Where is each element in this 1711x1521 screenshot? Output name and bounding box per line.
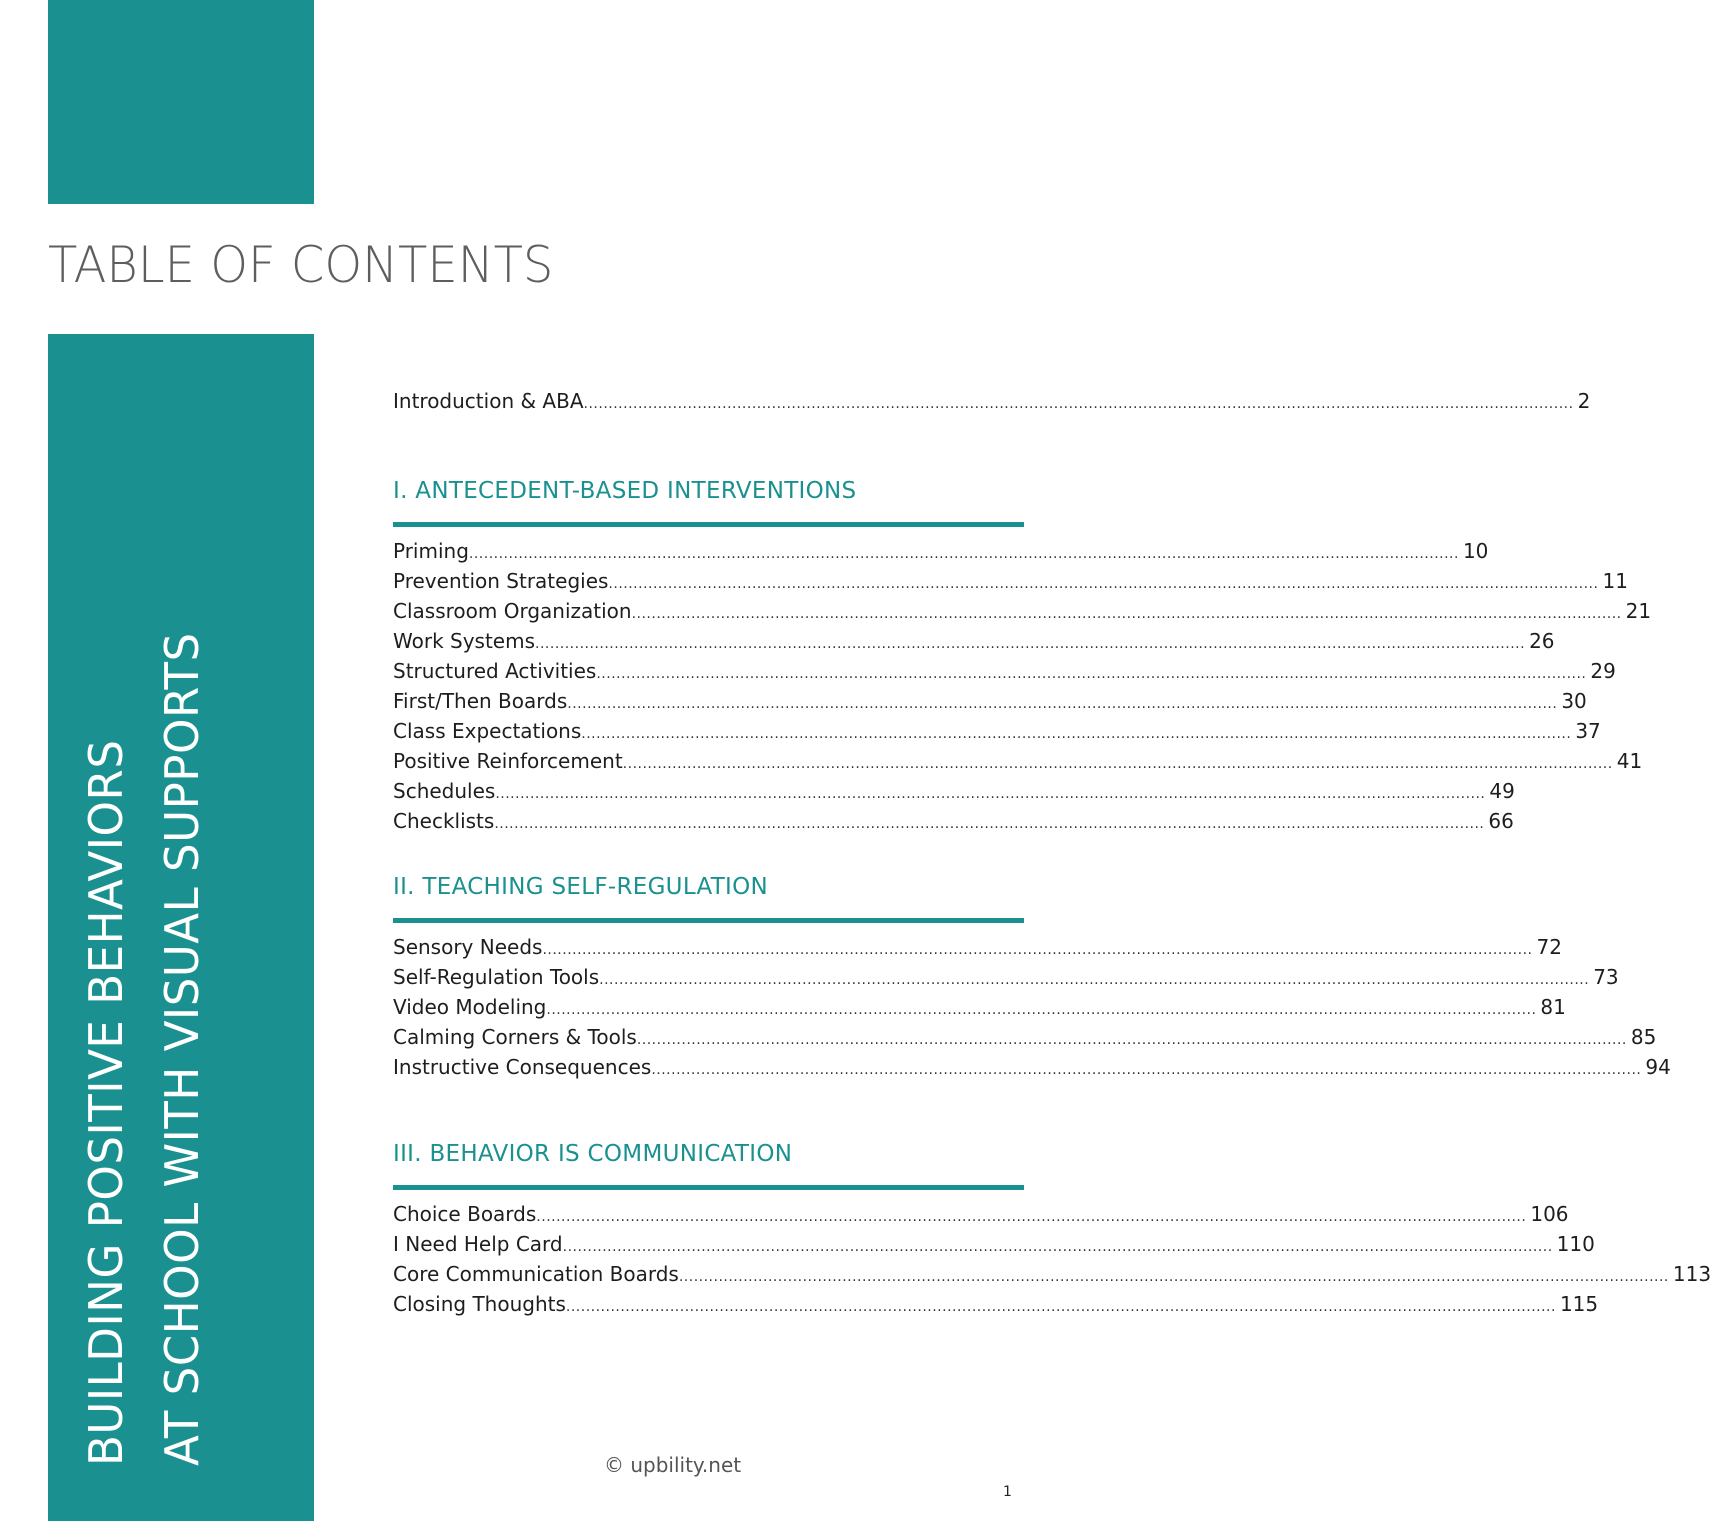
toc-entry-label: Prevention Strategies	[393, 569, 609, 593]
toc-entry-label: Introduction & ABA	[393, 389, 584, 413]
toc-entry-page: 49	[1489, 779, 1515, 803]
toc-entry-label: Calming Corners & Tools	[393, 1025, 637, 1049]
toc-entry-label: Structured Activities	[393, 659, 597, 683]
toc-entry[interactable]	[393, 716, 1601, 746]
toc-entry-page: 41	[1616, 749, 1643, 773]
toc-entry-page: 29	[1590, 659, 1616, 683]
toc-entry-label: Sensory Needs	[393, 935, 543, 959]
toc-entry-label: First/Then Boards	[393, 689, 568, 713]
toc-entry-label: Class Expectations	[393, 719, 582, 743]
toc-entry-label: I Need Help Card	[393, 1232, 563, 1256]
toc-entry[interactable]	[393, 992, 1566, 1022]
page-title: TABLE OF CONTENTS	[48, 236, 554, 294]
side-title	[68, 456, 220, 1466]
dot-leader: ........................................................................................................................................................................................................	[631, 606, 1622, 622]
dot-leader: ........................................................................................................................................................................................................	[494, 816, 1485, 832]
toc-entry-page: 73	[1593, 965, 1619, 989]
toc-entry-page: 81	[1540, 995, 1566, 1019]
dot-leader: ........................................................................................................................................................................................................	[535, 636, 1526, 652]
top-accent-block	[48, 0, 314, 204]
toc-entry-label: Choice Boards	[393, 1202, 537, 1226]
toc-entry[interactable]	[393, 566, 1628, 596]
toc-entry[interactable]	[393, 746, 1643, 776]
toc-entry-label: Positive Reinforcement	[393, 749, 623, 773]
toc-entry[interactable]	[393, 686, 1587, 716]
section-divider	[393, 1185, 1024, 1190]
toc-entry-page: 113	[1672, 1262, 1711, 1286]
toc-entry-page: 11	[1602, 569, 1628, 593]
toc-entry[interactable]	[393, 806, 1514, 836]
toc-entry-label: Self-Regulation Tools	[393, 965, 600, 989]
toc-entry-page: 72	[1536, 935, 1562, 959]
toc-entry[interactable]	[393, 1259, 1711, 1289]
toc-entry-page: 26	[1529, 629, 1555, 653]
toc-entry[interactable]	[393, 962, 1619, 992]
dot-leader: ........................................................................................................................................................................................................	[599, 972, 1590, 988]
dot-leader: ........................................................................................................................................................................................................	[495, 786, 1486, 802]
dot-leader: ........................................................................................................................................................................................................	[567, 696, 1558, 712]
toc-entry[interactable]	[393, 626, 1555, 656]
toc-entry-page: 2	[1577, 389, 1591, 413]
toc-entry-intro[interactable]	[393, 386, 1591, 416]
toc-entry-page: 94	[1645, 1055, 1671, 1079]
dot-leader: ........................................................................................................................................................................................................	[596, 666, 1587, 682]
dot-leader: ........................................................................................................................................................................................................	[651, 1062, 1642, 1078]
toc-entry[interactable]	[393, 1022, 1657, 1052]
toc-entry[interactable]	[393, 1199, 1569, 1229]
toc-entry-label: Work Systems	[393, 629, 536, 653]
toc-entry[interactable]	[393, 656, 1616, 686]
toc-entry[interactable]	[393, 1229, 1595, 1259]
toc-entry[interactable]	[393, 536, 1489, 566]
toc-entry-page: 85	[1630, 1025, 1657, 1049]
toc-entry-label: Priming	[393, 539, 469, 563]
toc-entry-page: 30	[1561, 689, 1587, 713]
dot-leader: ........................................................................................................................................................................................................	[636, 1032, 1627, 1048]
section-heading: III. BEHAVIOR IS COMMUNICATION	[393, 1141, 793, 1167]
toc-entry[interactable]	[393, 932, 1562, 962]
toc-entry-label: Core Communication Boards	[393, 1262, 679, 1286]
dot-leader: ........................................................................................................................................................................................................	[565, 1299, 1556, 1315]
toc-entry[interactable]	[393, 596, 1652, 626]
dot-leader: ........................................................................................................................................................................................................	[546, 1002, 1537, 1018]
dot-leader: ........................................................................................................................................................................................................	[542, 942, 1533, 958]
toc-entry-page: 21	[1625, 599, 1652, 623]
toc-entry-label: Closing Thoughts	[393, 1292, 566, 1316]
toc-entry-page: 106	[1530, 1202, 1569, 1226]
toc-entry-page: 10	[1462, 539, 1489, 563]
toc-entry-label: Video Modeling	[393, 995, 547, 1019]
side-title-line-1: BUILDING POSITIVE BEHAVIORS	[79, 739, 133, 1466]
toc-entry-label: Classroom Organization	[393, 599, 632, 623]
side-title-line-2: AT SCHOOL WITH VISUAL SUPPORTS	[155, 632, 209, 1466]
toc-entry-page: 66	[1488, 809, 1514, 833]
toc-entry-page: 110	[1556, 1232, 1595, 1256]
dot-leader: ........................................................................................................................................................................................................	[562, 1239, 1553, 1255]
footer-credit: © upbility.net	[604, 1453, 742, 1477]
dot-leader: ........................................................................................................................................................................................................	[581, 726, 1572, 742]
page-number: 1	[1003, 1484, 1012, 1500]
dot-leader: ........................................................................................................................................................................................................	[622, 756, 1613, 772]
toc-entry[interactable]	[393, 776, 1515, 806]
toc-entry-page: 37	[1575, 719, 1601, 743]
dot-leader: ........................................................................................................................................................................................................	[608, 576, 1599, 592]
toc-entry-label: Schedules	[393, 779, 496, 803]
toc-entry[interactable]	[393, 1289, 1599, 1319]
section-divider	[393, 918, 1024, 923]
dot-leader: ........................................................................................................................................................................................................	[583, 396, 1574, 412]
section-divider	[393, 522, 1024, 527]
toc-entry-label: Instructive Consequences	[393, 1055, 652, 1079]
dot-leader: ........................................................................................................................................................................................................	[678, 1269, 1669, 1285]
toc-entry-label: Checklists	[393, 809, 495, 833]
section-heading: II. TEACHING SELF-REGULATION	[393, 874, 769, 900]
dot-leader: ........................................................................................................................................................................................................	[536, 1209, 1527, 1225]
section-heading: I. ANTECEDENT-BASED INTERVENTIONS	[393, 478, 857, 504]
toc-entry-page: 115	[1559, 1292, 1599, 1316]
dot-leader: ........................................................................................................................................................................................................	[468, 546, 1459, 562]
toc-entry[interactable]	[393, 1052, 1671, 1082]
